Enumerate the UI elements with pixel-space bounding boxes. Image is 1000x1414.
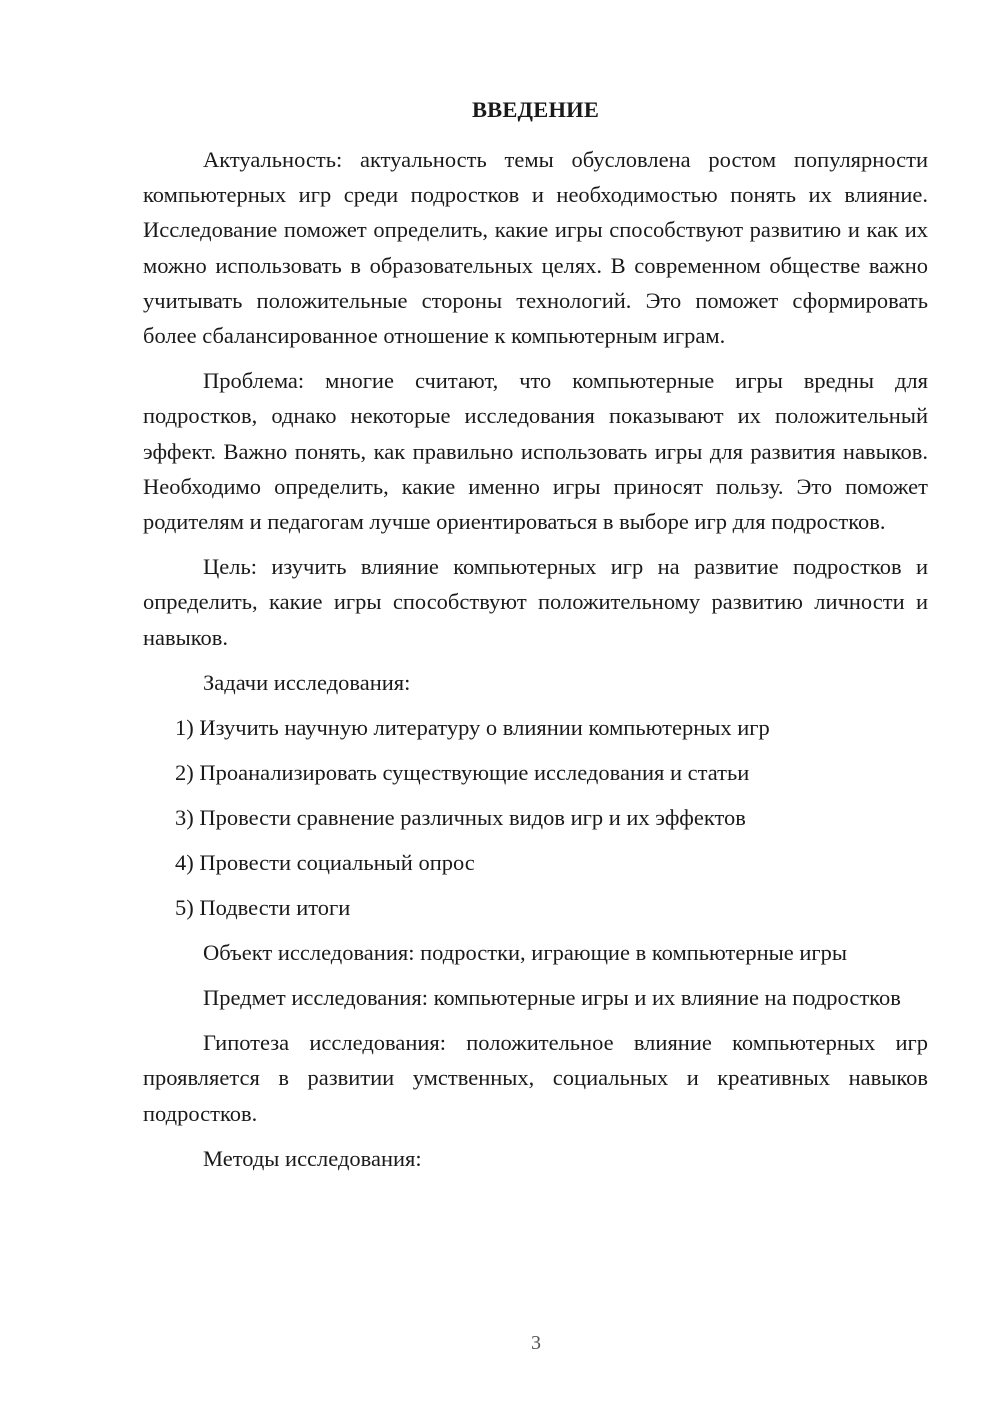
page-number: 3 <box>531 1332 541 1354</box>
methods-header: Методы исследования: <box>203 1145 422 1171</box>
task-item: 3) Провести сравнение различных видов игр и их эффектов <box>175 804 746 830</box>
object-paragraph: Объект исследования: подростки, играющие в компьютерные игры <box>203 939 847 965</box>
problem-paragraph: Проблема: многие считают, что компьютерные игры вредны для подростков, однако некоторые исследования показывают их положительный эффект. Важно понять, как правильно использовать игры для развития навыков. Необходимо определить, какие именно игры приносят пользу. Это поможет родителям и педагогам лучше ориентироваться в выборе игр для подростков. <box>143 368 928 535</box>
task-item: 2) Проанализировать существующие исследования и статьи <box>175 759 750 785</box>
subject-paragraph: Предмет исследования: компьютерные игры и их влияние на подростков <box>203 985 901 1011</box>
tasks-header: Задачи исследования: <box>203 669 411 695</box>
relevance-paragraph: Актуальность: актуальность темы обусловлена ростом популярности компьютерных игр среди подростков и необходимостью понять их влияние. Исследование поможет определить, какие игры способствуют развитию и как их можно использовать в образовательных целях. В современном обществе важно учитывать положительные стороны технологий. Это поможет сформировать более сбалансированное отношение к компьютерным играм. <box>143 147 928 349</box>
task-item: 4) Провести социальный опрос <box>175 849 475 875</box>
document-page <box>143 92 928 1186</box>
section-title: ВВЕДЕНИЕ <box>471 97 600 122</box>
hypothesis-paragraph: Гипотеза исследования: положительное влияние компьютерных игр проявляется в развитии умственных, социальных и креативных навыков подростков. <box>143 1030 928 1126</box>
task-item: 1) Изучить научную литературу о влиянии компьютерных игр <box>175 714 770 740</box>
task-item: 5) Подвести итоги <box>175 894 351 920</box>
goal-paragraph: Цель: изучить влияние компьютерных игр на развитие подростков и определить, какие игры способствуют положительному развитию личности и навыков. <box>143 554 928 650</box>
